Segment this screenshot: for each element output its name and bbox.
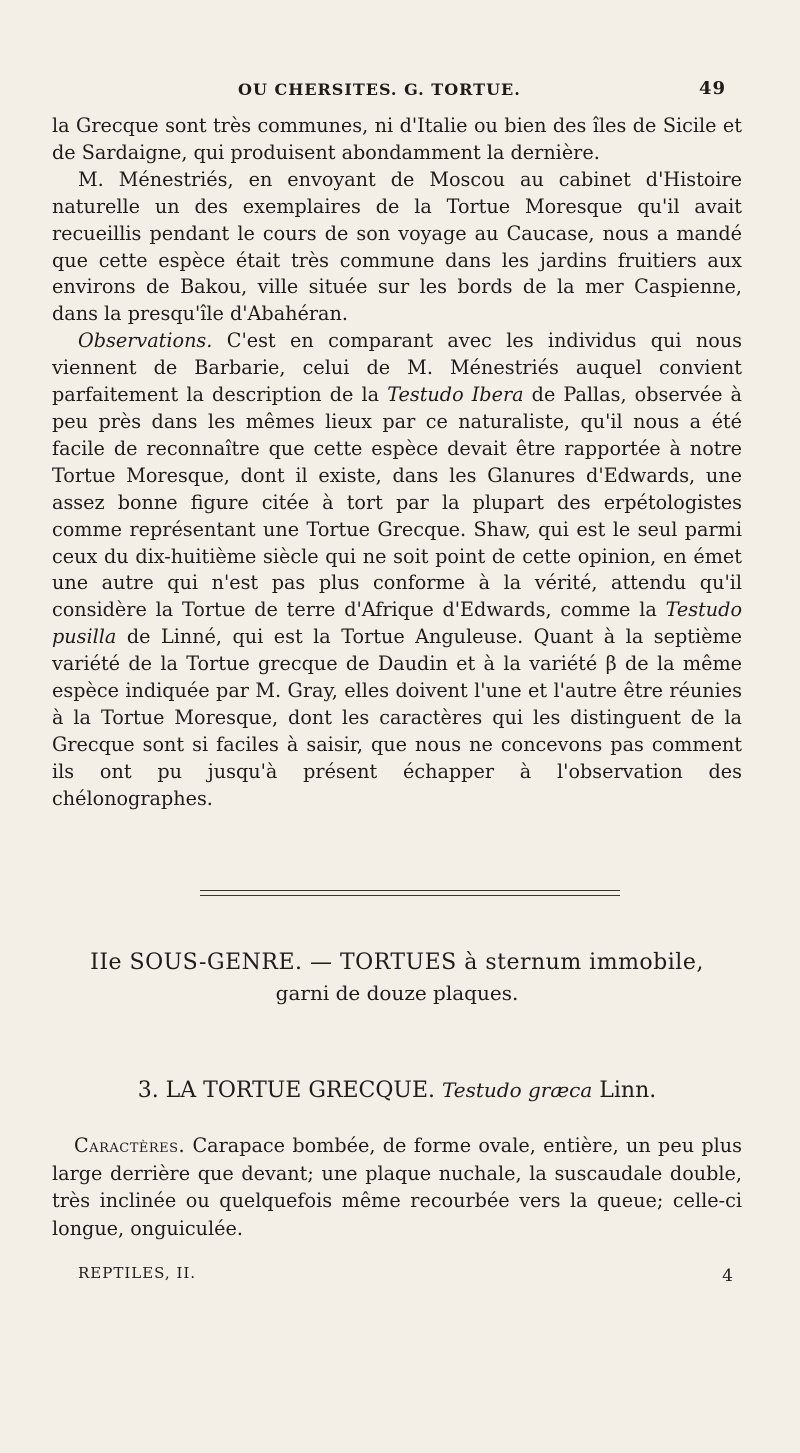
characters-paragraph	[52, 1132, 742, 1242]
species-heading	[52, 1078, 742, 1103]
observations-text-a: C'est en comparant avec les individus qui nous viennent de Barbarie, celui de M. Ménestriés auquel convient parfaitement la description de la	[52, 329, 742, 407]
subgenus-subtitle: garni de douze plaques.	[275, 981, 519, 1005]
running-head	[238, 80, 726, 104]
latin-testudo-ibera: Testudo Ibera	[387, 383, 524, 407]
observations-text-c: de Linné, qui est la Tortue Anguleuse. Quant à la septième variété de la Tortue grecque de Daudin et à la variété β de la même espèce indiquée par M. Gray, elles doivent l'une et l'autre être réunies à la Tortue Moresque, dont les caractères qui les distinguent de la Grecque sont si faciles à saisir, que nous ne concevons pas comment ils ont pu jusqu'à présent échapper à l'observation des chélonographes.	[52, 625, 742, 810]
characters-block	[52, 1132, 742, 1242]
section-divider-top	[200, 890, 620, 891]
signature-mark: REPTILES, II.	[78, 1264, 197, 1282]
species-author: Linn.	[592, 1078, 657, 1103]
subgenus-title: IIe SOUS-GENRE. — TORTUES à sternum immobile,	[90, 950, 704, 975]
observations-text-b: de Pallas, observée à peu près dans les mêmes lieux par ce naturaliste, qu'il nous a été facile de reconnaître que cette espèce devait être rapportée à notre Tortue Moresque, dont il existe, dans les Glanures d'Edwards, une assez bonne figure citée à tort par la plupart des erpétologistes comme représentant une Tortue Grecque. Shaw, qui est le seul parmi ceux du dix-huitième siècle qui ne soit point de cette opinion, en émet une autre qui n'est pas plus conforme à la vérité, attendu qu'il considère la Tortue de terre d'Afrique d'Edwards, comme la	[52, 383, 742, 622]
paragraph-continuation: la Grecque sont très communes, ni d'Italie ou bien des îles de Sicile et de Sardaigne, qui produisent abondamment la dernière.	[52, 114, 742, 164]
section-divider-bottom	[200, 895, 620, 896]
characters-lead: Caractères.	[74, 1134, 186, 1157]
page-number: 49	[698, 78, 726, 99]
characters-text: Carapace bombée, de forme ovale, entière, un peu plus large derrière que devant; une plaque nuchale, la suscaudale double, très inclinée ou quelquefois même recourbée vers la queue; celle-ci longue, onguiculée.	[52, 1134, 742, 1240]
species-latin: Testudo græca	[442, 1078, 593, 1102]
body-text	[52, 113, 742, 813]
observations-lead: Observations.	[78, 329, 213, 353]
paragraph-observations	[52, 328, 742, 812]
page-footer	[78, 1264, 734, 1288]
species-name: 3. LA TORTUE GRECQUE.	[137, 1078, 435, 1103]
paragraph-menestries: M. Ménestriés, en envoyant de Moscou au cabinet d'Histoire naturelle un des exemplaires de la Tortue Moresque qu'il avait recueillis pendant le cours de son voyage au Caucase, nous a mandé que cette espèce était très commune dans les jardins fruitiers aux environs de Bakou, ville située sur les bords de la mer Caspienne, dans la presqu'île d'Abahéran.	[52, 167, 742, 326]
subgenus-heading	[52, 950, 742, 1005]
running-title: OU CHERSITES. G. TORTUE.	[238, 80, 521, 99]
sheet-number: 4	[722, 1266, 734, 1286]
latin-testudo-pusilla: Testudo pusilla	[52, 598, 742, 649]
